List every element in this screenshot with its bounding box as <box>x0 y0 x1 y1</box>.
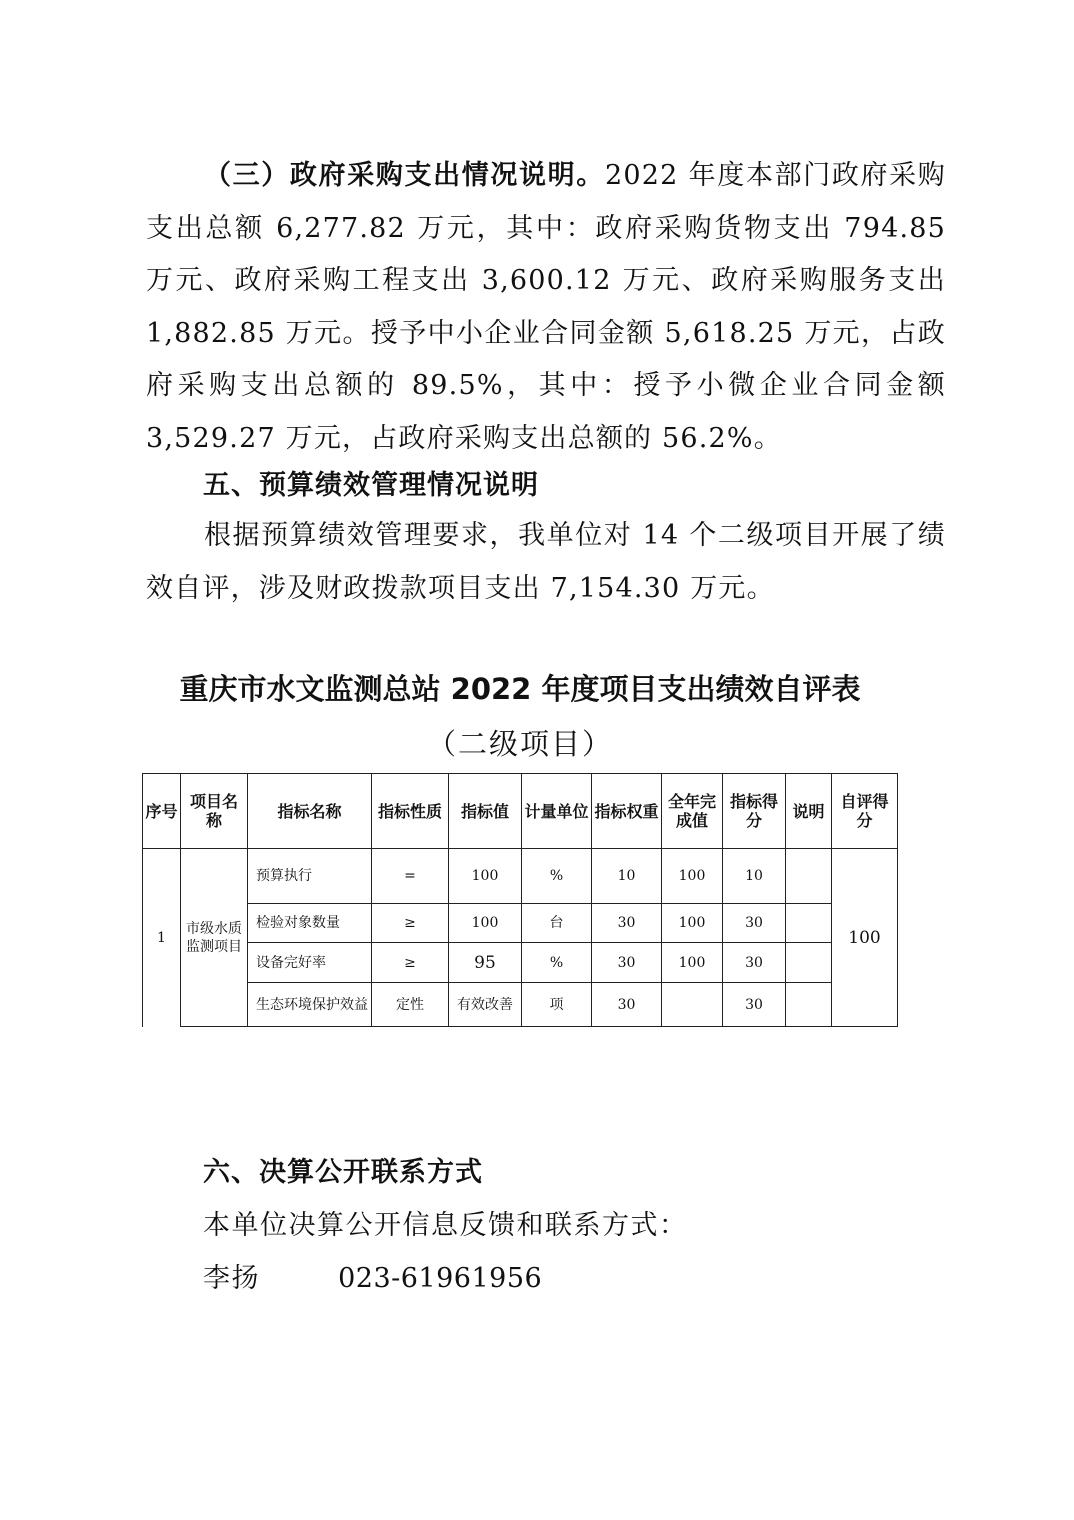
header-indicator-name: 指标名称 <box>248 774 372 849</box>
table-row <box>143 983 898 1027</box>
indicator-value: 95 <box>449 943 522 983</box>
indicator-score: 30 <box>723 983 786 1027</box>
indicator-score: 30 <box>723 943 786 983</box>
header-note: 说明 <box>786 774 832 849</box>
header-indicator-value: 指标值 <box>449 774 522 849</box>
header-self-score: 自评得分 <box>832 774 898 849</box>
header-index: 序号 <box>143 774 181 849</box>
indicator-note <box>786 983 832 1027</box>
contact-intro: 本单位决算公开信息反馈和联系方式： <box>203 1210 688 1241</box>
indicator-unit: % <box>522 943 592 983</box>
table-row <box>143 904 898 943</box>
indicator-unit: 台 <box>522 904 592 943</box>
project-index: 1 <box>143 849 181 1027</box>
header-weight: 指标权重 <box>592 774 662 849</box>
indicator-value: 有效改善 <box>449 983 522 1027</box>
indicator-name: 设备完好率 <box>248 943 372 983</box>
indicator-weight: 30 <box>592 983 662 1027</box>
indicator-name: 检验对象数量 <box>248 904 372 943</box>
procurement-heading: （三）政府采购支出情况说明。 <box>204 160 605 191</box>
indicator-actual: 100 <box>662 943 723 983</box>
indicator-actual <box>662 983 723 1027</box>
table-header-row <box>143 774 898 849</box>
indicator-actual: 100 <box>662 904 723 943</box>
indicator-note <box>786 904 832 943</box>
contact-name: 李扬 <box>203 1263 260 1294</box>
indicator-score: 10 <box>723 849 786 904</box>
performance-management-body: 根据预算绩效管理要求，我单位对 14 个二级项目开展了绩效自评，涉及财政拨款项目支出 7,154.30 万元。 <box>146 520 946 604</box>
government-procurement-paragraph <box>146 150 946 465</box>
indicator-unit: 项 <box>522 983 592 1027</box>
indicator-unit: % <box>522 849 592 904</box>
indicator-value: 100 <box>449 849 522 904</box>
indicator-nature: = <box>372 849 449 904</box>
indicator-note <box>786 943 832 983</box>
header-indicator-score: 指标得分 <box>723 774 786 849</box>
performance-management-heading: 五、预算绩效管理情况说明 <box>203 470 539 501</box>
table-row <box>143 943 898 983</box>
performance-table <box>142 773 898 1027</box>
header-indicator-nature: 指标性质 <box>372 774 449 849</box>
indicator-name: 生态环境保护效益 <box>248 983 372 1027</box>
indicator-score: 30 <box>723 904 786 943</box>
table-subtitle: （二级项目） <box>426 727 613 761</box>
contact-phone: 023-61961956 <box>338 1263 543 1294</box>
indicator-value: 100 <box>449 904 522 943</box>
table-title: 重庆市水文监测总站 2022 年度项目支出绩效自评表 <box>179 672 861 706</box>
indicator-weight: 30 <box>592 904 662 943</box>
indicator-nature: ≥ <box>372 943 449 983</box>
contact-line <box>203 1256 542 1295</box>
indicator-weight: 10 <box>592 849 662 904</box>
procurement-body: 2022 年度本部门政府采购支出总额 6,277.82 万元，其中：政府采购货物支出 794.85 万元、政府采购工程支出 3,600.12 万元、政府采购服务支出 1,882.85 万元。授予中小企业合同金额 5,618.25 万元，占政府采购支出总额的 89.5%，其中：授予小微企业合同金额 3,529.27 万元，占政府采购支出总额的 56.2%。 <box>146 160 946 454</box>
header-actual-value: 全年完成值 <box>662 774 723 849</box>
indicator-actual: 100 <box>662 849 723 904</box>
table-row <box>143 849 898 904</box>
project-self-score: 100 <box>832 849 898 1027</box>
header-unit: 计量单位 <box>522 774 592 849</box>
contact-heading: 六、决算公开联系方式 <box>203 1157 483 1188</box>
indicator-name: 预算执行 <box>248 849 372 904</box>
project-name: 市级水质监测项目 <box>181 849 248 1027</box>
indicator-weight: 30 <box>592 943 662 983</box>
indicator-nature: ≥ <box>372 904 449 943</box>
indicator-note <box>786 849 832 904</box>
header-project-name: 项目名称 <box>181 774 248 849</box>
indicator-nature: 定性 <box>372 983 449 1027</box>
